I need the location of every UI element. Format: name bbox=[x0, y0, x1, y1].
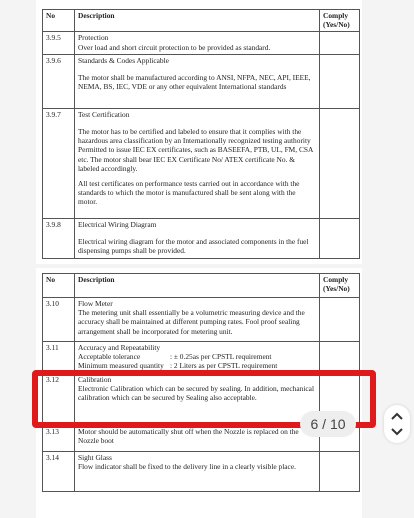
chevron-down-icon[interactable] bbox=[390, 427, 404, 437]
row-body: Over load and short circuit protection to be provided as standard. bbox=[78, 42, 271, 52]
row-comply bbox=[320, 451, 360, 491]
header-comply: Comply (Yes/No) bbox=[320, 274, 360, 298]
row-number: 3.10 bbox=[43, 298, 75, 342]
row-description bbox=[75, 342, 320, 374]
row-number: 3.9.7 bbox=[43, 108, 75, 218]
page-indicator: 6 / 10 bbox=[300, 411, 356, 437]
row-number: 3.14 bbox=[43, 451, 75, 491]
tolerance-label: Acceptable tolerance bbox=[78, 352, 141, 362]
min-quantity-value: : 2 Liters as per CPSTL requirement bbox=[170, 361, 278, 371]
row-comply bbox=[320, 108, 360, 218]
row-number: 3.9.5 bbox=[43, 32, 75, 54]
row-comply bbox=[320, 32, 360, 54]
chevron-up-icon[interactable] bbox=[390, 411, 404, 421]
row-body: Motor should be automatically shut off when the Nozzle is replaced on the Nozzle boot bbox=[78, 426, 299, 445]
row-body-2: All test certificates on performance tests carried out in accordance with the standards to which the motor is manufactured shall be sent along with the motor. bbox=[78, 179, 300, 207]
table-row bbox=[43, 54, 360, 108]
row-body: Electrical wiring diagram for the motor and associated components in the fuel dispensing pumps shall be provided. bbox=[78, 237, 309, 256]
header-description: Description bbox=[75, 10, 320, 32]
row-description bbox=[75, 451, 320, 491]
row-number: 3.9.8 bbox=[43, 218, 75, 258]
row-number: 3.11 bbox=[43, 342, 75, 374]
row-body: The metering unit shall essentially be a volumetric measuring device and the accuracy shall be maintained at different pumping rates. Fool proof sealing arrangement shall be incorporated for metering unit. bbox=[78, 308, 305, 336]
table-row bbox=[43, 32, 360, 54]
header-comply: Comply (Yes/No) bbox=[320, 10, 360, 32]
header-no: No bbox=[43, 10, 75, 32]
row-description bbox=[75, 218, 320, 258]
table-row bbox=[43, 451, 360, 491]
row-title: Electrical Wiring Diagram bbox=[78, 219, 157, 229]
table-row bbox=[43, 108, 360, 218]
row-body: Flow indicator shall be fixed to the delivery line in a clearly visible place. bbox=[78, 461, 296, 471]
row-title: Test Certification bbox=[78, 109, 130, 119]
row-description bbox=[75, 298, 320, 342]
row-title: Flow Meter bbox=[78, 299, 113, 308]
row-title: Protection bbox=[78, 33, 109, 43]
row-number: 3.9.6 bbox=[43, 54, 75, 108]
header-description: Description bbox=[75, 274, 320, 298]
row-title: Accuracy and Repeatability bbox=[78, 343, 161, 352]
table-row bbox=[43, 298, 360, 342]
row-number: 3.12 bbox=[43, 373, 75, 425]
row-title: Sight Glass bbox=[78, 452, 112, 462]
spec-table-1 bbox=[42, 9, 360, 259]
row-comply bbox=[320, 218, 360, 258]
row-comply bbox=[320, 54, 360, 108]
document-page-1 bbox=[36, 0, 362, 264]
row-title: Calibration bbox=[78, 374, 112, 384]
row-body: The motor shall be manufactured according to ANSI, NFPA, NEC, API, IEEE, NEMA, BS, IEC, VDE or any other equivalent International standards bbox=[78, 73, 311, 92]
table-header-row bbox=[43, 274, 360, 298]
row-comply bbox=[320, 298, 360, 342]
table-row bbox=[43, 342, 360, 374]
row-title: Standards & Codes Applicable bbox=[78, 55, 169, 65]
row-description bbox=[75, 108, 320, 218]
header-no: No bbox=[43, 274, 75, 298]
row-description bbox=[75, 54, 320, 108]
row-number: 3.13 bbox=[43, 425, 75, 451]
tolerance-value: : ± 0.25as per CPSTL requirement bbox=[170, 352, 272, 362]
page-nav-control[interactable] bbox=[384, 405, 410, 443]
row-description bbox=[75, 425, 320, 451]
table-row bbox=[43, 218, 360, 258]
row-body: The motor has to be certified and labeled to ensure that it complies with the hazardous area classification by an Internationally recognized testing authority Permitted to issue IEC EX certificates, such as BASEEFA, PTB, UL, FM, CSA etc. The motor shall bear IEC EX Certificate No/ ATEX certificate No. & labeled accordingly. bbox=[78, 127, 313, 173]
table-header-row bbox=[43, 10, 360, 32]
row-body: Electronic Calibration which can be secured by sealing. In addition, mechanical calibration which can be secured by Sealing also acceptable. bbox=[78, 383, 315, 403]
min-quantity-label: Minimum measured quantity bbox=[78, 361, 164, 371]
tolerance-line bbox=[78, 352, 316, 361]
row-comply bbox=[320, 342, 360, 374]
row-description bbox=[75, 32, 320, 54]
